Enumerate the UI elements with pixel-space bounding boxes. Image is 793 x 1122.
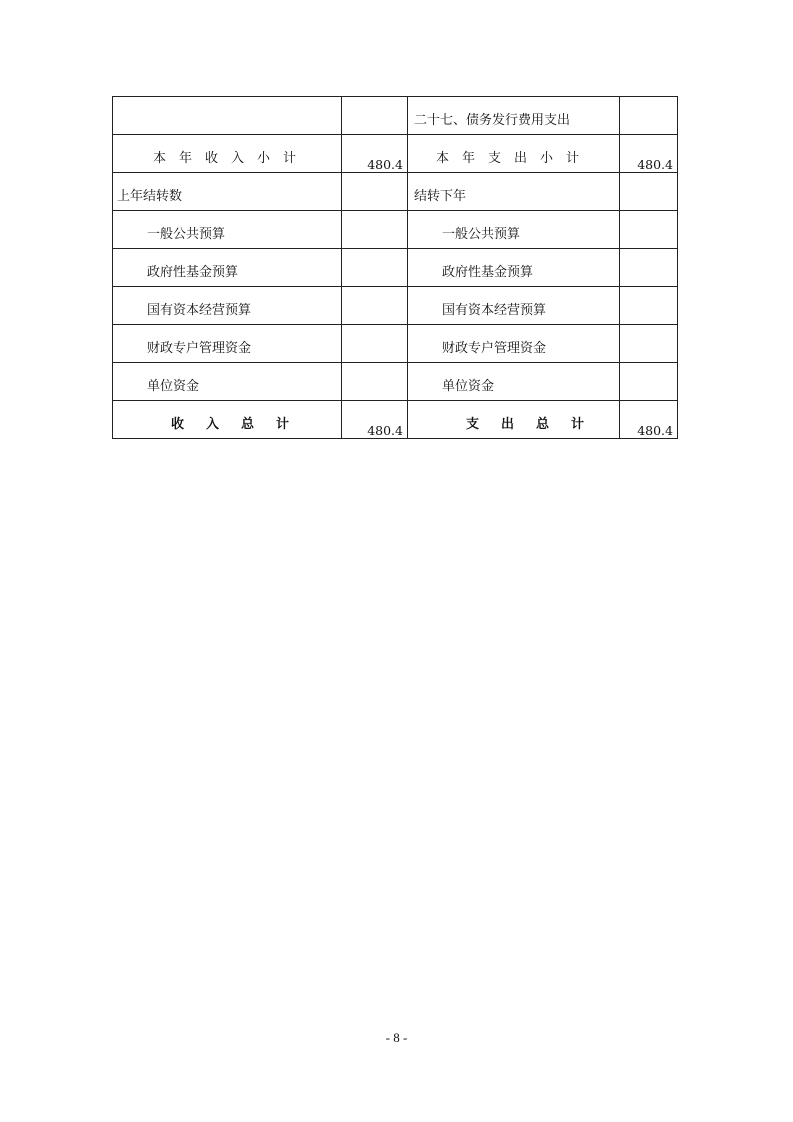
expense-item-cell xyxy=(408,211,620,249)
expense-amount xyxy=(620,354,677,362)
income-item-cell xyxy=(113,363,342,401)
expense-item-cell xyxy=(408,173,620,211)
table-row xyxy=(113,249,678,287)
expense-amount xyxy=(620,316,677,324)
expense-item-cell xyxy=(408,363,620,401)
expense-item-label: 结转下年 xyxy=(414,189,467,204)
table-row xyxy=(113,325,678,363)
income-item-label: 一般公共预算 xyxy=(147,227,226,242)
income-item-cell xyxy=(113,287,342,325)
expense-subtotal-amount: 480.4 xyxy=(637,157,673,172)
table-row xyxy=(113,135,678,173)
income-subtotal-amount-cell xyxy=(342,135,408,173)
income-item-label: 财政专户管理资金 xyxy=(147,341,252,356)
expense-item-label: 一般公共预算 xyxy=(442,227,521,242)
page-number: - 8 - xyxy=(385,1030,408,1045)
income-amount-cell xyxy=(342,97,408,135)
expense-amount-cell xyxy=(620,249,678,287)
expense-item-label: 国有资本经营预算 xyxy=(442,303,547,318)
income-total-amount: 480.4 xyxy=(367,423,403,438)
income-amount-cell xyxy=(342,363,408,401)
expense-amount-cell xyxy=(620,363,678,401)
expense-item-label: 财政专户管理资金 xyxy=(442,341,547,356)
income-subtotal-cell xyxy=(113,135,342,173)
expense-amount-cell xyxy=(620,97,678,135)
income-amount xyxy=(342,240,407,248)
expense-amount xyxy=(620,240,677,248)
income-amount xyxy=(342,354,407,362)
expense-subtotal-cell xyxy=(408,135,620,173)
income-amount xyxy=(342,392,407,400)
income-amount xyxy=(342,126,407,134)
table-row xyxy=(113,173,678,211)
income-item-cell xyxy=(113,249,342,287)
income-item-cell xyxy=(113,211,342,249)
expense-amount xyxy=(620,202,677,210)
income-item-cell xyxy=(113,97,342,135)
expense-amount-cell xyxy=(620,211,678,249)
expense-item-label: 单位资金 xyxy=(442,379,495,394)
income-amount-cell xyxy=(342,173,408,211)
expense-total-label: 支出总计 xyxy=(466,417,607,432)
expense-amount xyxy=(620,126,677,134)
expense-item-cell xyxy=(408,97,620,135)
income-amount xyxy=(342,316,407,324)
income-item-cell xyxy=(113,173,342,211)
expense-total-cell xyxy=(408,401,620,439)
table-row xyxy=(113,211,678,249)
expense-subtotal-amount-cell xyxy=(620,135,678,173)
expense-amount-cell xyxy=(620,325,678,363)
table-row xyxy=(113,363,678,401)
income-total-label: 收入总计 xyxy=(171,417,312,432)
income-item-label: 单位资金 xyxy=(147,379,200,394)
expense-amount-cell xyxy=(620,287,678,325)
expense-item-cell xyxy=(408,249,620,287)
table-row xyxy=(113,401,678,439)
expense-item-cell xyxy=(408,325,620,363)
expense-item-cell xyxy=(408,287,620,325)
income-total-amount-cell xyxy=(342,401,408,439)
income-item-label: 政府性基金预算 xyxy=(147,265,239,280)
table-row xyxy=(113,287,678,325)
income-amount-cell xyxy=(342,211,408,249)
expense-amount-cell xyxy=(620,173,678,211)
expense-item-label: 二十七、债务发行费用支出 xyxy=(414,113,571,128)
income-total-cell xyxy=(113,401,342,439)
expense-total-amount-cell xyxy=(620,401,678,439)
income-amount-cell xyxy=(342,249,408,287)
income-item-label xyxy=(113,128,341,134)
budget-summary-table xyxy=(112,96,678,439)
expense-amount xyxy=(620,278,677,286)
income-amount xyxy=(342,202,407,210)
income-amount-cell xyxy=(342,325,408,363)
expense-item-label: 政府性基金预算 xyxy=(442,265,534,280)
income-amount-cell xyxy=(342,287,408,325)
income-subtotal-amount: 480.4 xyxy=(367,157,403,172)
income-item-label: 国有资本经营预算 xyxy=(147,303,252,318)
income-amount xyxy=(342,278,407,286)
expense-subtotal-label: 本年支出小计 xyxy=(436,151,593,166)
expense-amount xyxy=(620,392,677,400)
income-item-label: 上年结转数 xyxy=(117,189,183,204)
income-subtotal-label: 本年收入小计 xyxy=(153,151,310,166)
income-item-cell xyxy=(113,325,342,363)
table-row xyxy=(113,97,678,135)
expense-total-amount: 480.4 xyxy=(637,423,673,438)
